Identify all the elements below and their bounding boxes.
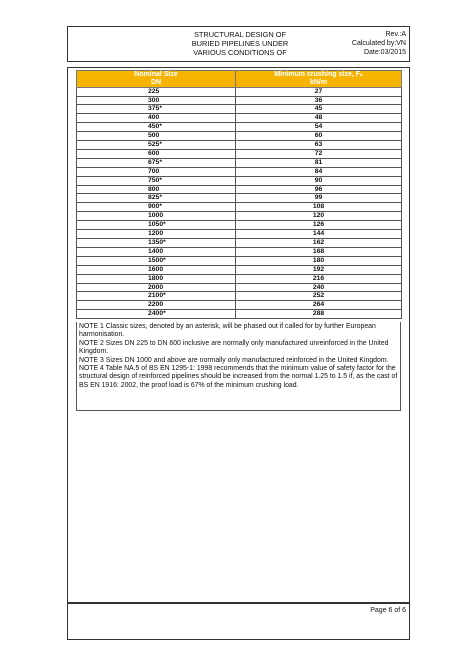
revision-label: Rev.:A xyxy=(385,31,406,38)
crushing-size-cell: 63 xyxy=(236,141,402,150)
table-row xyxy=(77,167,402,176)
note-1: NOTE 1 Classic sizes, denoted by an asterisk, will be phased out if called for by further European harmonisation. xyxy=(79,323,376,339)
nominal-size-cell: 525* xyxy=(77,141,236,150)
table-row xyxy=(77,149,402,158)
table-row xyxy=(77,96,402,105)
crushing-size-cell: 99 xyxy=(236,194,402,203)
note-4: NOTE 4 Table NA.5 of BS EN 1295-1: 1998 recommends that the minimum value of safety factor for the structural design of reinforced pipelines should be increased from the normal 1.25 to 1.5 if, as the cast of BS EN 1916: 2002, the proof load is 67% of the minimum crushing load. xyxy=(79,365,398,389)
table-row xyxy=(77,132,402,141)
crushing-size-cell: 45 xyxy=(236,105,402,114)
nominal-size-cell: 1400 xyxy=(77,247,236,256)
table-row xyxy=(77,176,402,185)
table-row xyxy=(77,185,402,194)
page-number: Page 6 of 6 xyxy=(370,607,406,614)
column-header-crushing-size: Minimum crushing size, Fₙ kN/m xyxy=(236,71,402,88)
crushing-size-cell: 60 xyxy=(236,132,402,141)
table-row xyxy=(77,247,402,256)
crushing-strength-table xyxy=(76,70,402,319)
nominal-size-cell: 1800 xyxy=(77,274,236,283)
nominal-size-cell: 1000 xyxy=(77,212,236,221)
table-row xyxy=(77,87,402,96)
crushing-size-cell: 54 xyxy=(236,123,402,132)
calculated-by: Calculated by:VN xyxy=(351,39,406,47)
table-row xyxy=(77,274,402,283)
crushing-size-cell: 96 xyxy=(236,185,402,194)
crushing-size-cell: 120 xyxy=(236,212,402,221)
table-row xyxy=(77,239,402,248)
table-row xyxy=(77,105,402,114)
crushing-size-cell: 48 xyxy=(236,114,402,123)
crushing-size-cell: 84 xyxy=(236,167,402,176)
nominal-size-cell: 225 xyxy=(77,87,236,96)
crushing-size-cell: 162 xyxy=(236,239,402,248)
crushing-size-cell: 81 xyxy=(236,158,402,167)
nominal-size-cell: 2400* xyxy=(77,310,236,319)
table-row xyxy=(77,292,402,301)
crushing-size-cell: 72 xyxy=(236,149,402,158)
crushing-size-cell: 108 xyxy=(236,203,402,212)
table-row xyxy=(77,212,402,221)
nominal-size-cell: 1350* xyxy=(77,239,236,248)
nominal-size-cell: 1500* xyxy=(77,256,236,265)
table-row xyxy=(77,203,402,212)
table-row xyxy=(77,265,402,274)
nominal-size-cell: 800 xyxy=(77,185,236,194)
nominal-size-cell: 300 xyxy=(77,96,236,105)
crushing-size-cell: 252 xyxy=(236,292,402,301)
nominal-size-cell: 900* xyxy=(77,203,236,212)
nominal-size-cell: 450* xyxy=(77,123,236,132)
nominal-size-cell: 750* xyxy=(77,176,236,185)
nominal-size-cell: 700 xyxy=(77,167,236,176)
nominal-size-cell: 400 xyxy=(77,114,236,123)
nominal-size-cell: 2000 xyxy=(77,283,236,292)
table-row xyxy=(77,141,402,150)
table-row xyxy=(77,283,402,292)
document-title xyxy=(175,31,305,57)
crushing-size-cell: 180 xyxy=(236,256,402,265)
crushing-size-cell: 27 xyxy=(236,87,402,96)
nominal-size-cell: 1050* xyxy=(77,221,236,230)
table-row xyxy=(77,221,402,230)
crushing-size-cell: 192 xyxy=(236,265,402,274)
crushing-size-cell: 216 xyxy=(236,274,402,283)
nominal-size-cell: 1600 xyxy=(77,265,236,274)
table-row xyxy=(77,310,402,319)
nominal-size-cell: 375* xyxy=(77,105,236,114)
note-2: NOTE 2 Sizes DN 225 to DN 600 inclusive are normally only manufactured unreinforced in the United Kingdom. xyxy=(79,339,389,356)
table-row xyxy=(77,301,402,310)
table-row xyxy=(77,194,402,203)
title-line-1: STRUCTURAL DESIGN OF xyxy=(193,30,287,39)
crushing-size-cell: 264 xyxy=(236,301,402,310)
notes-section xyxy=(76,322,401,411)
title-line-2: BURIED PIPELINES UNDER xyxy=(191,38,289,48)
column-header-nominal-size: Nominal Size DN xyxy=(77,71,236,88)
crushing-size-cell: 90 xyxy=(236,176,402,185)
nominal-size-cell: 600 xyxy=(77,149,236,158)
nominal-size-cell: 500 xyxy=(77,132,236,141)
footer-box xyxy=(67,603,410,640)
date-label: Date:03/2015 xyxy=(363,48,406,56)
nominal-size-cell: 675* xyxy=(77,158,236,167)
crushing-size-cell: 126 xyxy=(236,221,402,230)
crushing-size-cell: 288 xyxy=(236,310,402,319)
table-row xyxy=(77,230,402,239)
note-3: NOTE 3 Sizes DN 1000 and above are normally only manufactured reinforced in the United Kingdom. xyxy=(79,356,389,364)
revision-info xyxy=(352,31,406,57)
nominal-size-cell: 1200 xyxy=(77,230,236,239)
nominal-size-cell: 2100* xyxy=(77,292,236,301)
table-row xyxy=(77,114,402,123)
table-row xyxy=(77,158,402,167)
crushing-size-cell: 36 xyxy=(236,96,402,105)
table-row xyxy=(77,256,402,265)
crushing-size-cell: 240 xyxy=(236,283,402,292)
nominal-size-cell: 825* xyxy=(77,194,236,203)
crushing-size-cell: 168 xyxy=(236,247,402,256)
nominal-size-cell: 2200 xyxy=(77,301,236,310)
title-line-3: VARIOUS CONDITIONS OF xyxy=(193,47,287,57)
table-header-row xyxy=(77,71,402,88)
table-row xyxy=(77,123,402,132)
crushing-size-cell: 144 xyxy=(236,230,402,239)
